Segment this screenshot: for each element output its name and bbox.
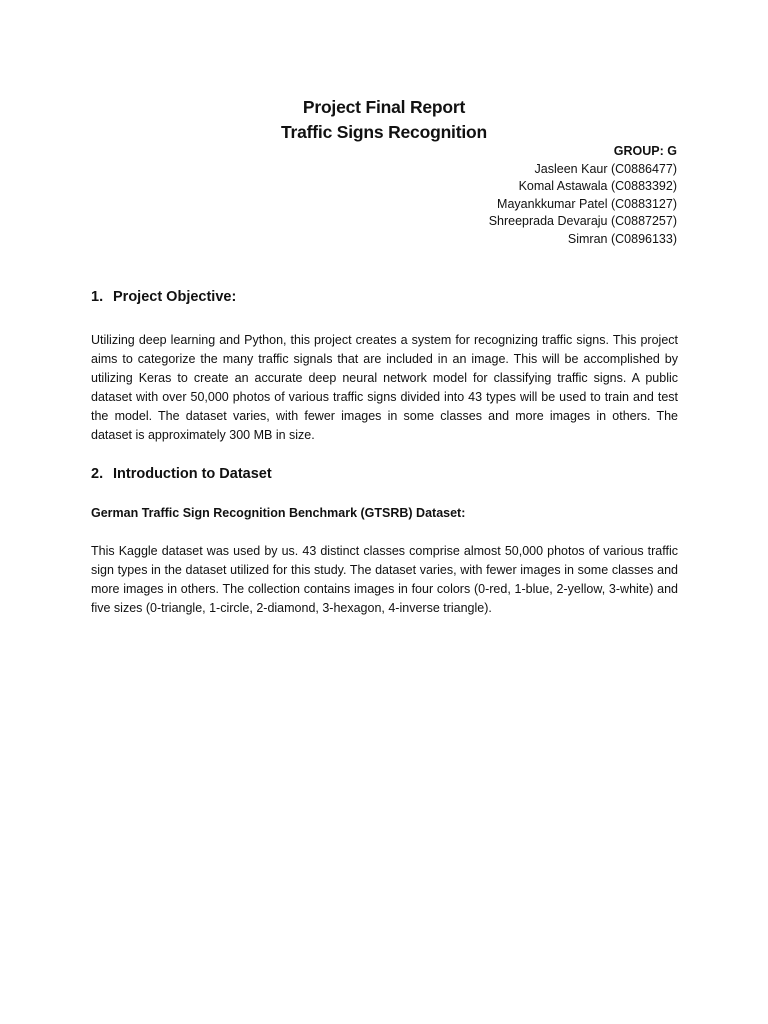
section-title: Introduction to Dataset (113, 466, 272, 482)
author-name: Simran (C0896133) (567, 231, 677, 246)
section-title: Project Objective: (113, 289, 237, 305)
dataset-paragraph: This Kaggle dataset was used by us. 43 distinct classes comprise almost 50,000 photos of various traffic sign types in the dataset utilized for this study. The dataset varies, with fewer images in some classes and more images in others. The collection contains images in four colors (0-red, 1-blue, 2-yellow, 3-white) and five sizes (0-triangle, 1-circle, 2-diamond, 3-hexagon, 4-inverse triangle). (91, 544, 678, 616)
author-name: Komal Astawala (C0883392) (518, 179, 677, 194)
dataset-subheading: German Traffic Sign Recognition Benchmark (GTSRB) Dataset: (91, 506, 466, 520)
section-heading-dataset (91, 464, 272, 484)
section-number: 2. (91, 466, 104, 482)
report-title: Project Final Report (302, 97, 466, 117)
author-name: Shreeprada Devaraju (C0887257) (488, 214, 677, 229)
author-list (489, 143, 677, 249)
objective-paragraph: Utilizing deep learning and Python, this project creates a system for recognizing traffic signs. This project aims to categorize the many traffic signals that are included in an image. This will be accomplished by utilizing Keras to create an accurate deep neural network model for classifying traffic signs. A public dataset with over 50,000 photos of various traffic signs divided into 43 types will be used to train and test the model. The dataset varies, with fewer images in some classes and more images in others. The dataset is approximately 300 MB in size. (91, 333, 678, 443)
title-block (0, 95, 768, 145)
group-label: GROUP: G (613, 144, 677, 158)
report-subtitle: Traffic Signs Recognition (281, 122, 487, 142)
section-heading-objective (91, 287, 236, 307)
author-name: Jasleen Kaur (C0886477) (534, 161, 677, 176)
author-name: Mayankkumar Patel (C0883127) (497, 196, 677, 211)
section-number: 1. (91, 289, 104, 305)
